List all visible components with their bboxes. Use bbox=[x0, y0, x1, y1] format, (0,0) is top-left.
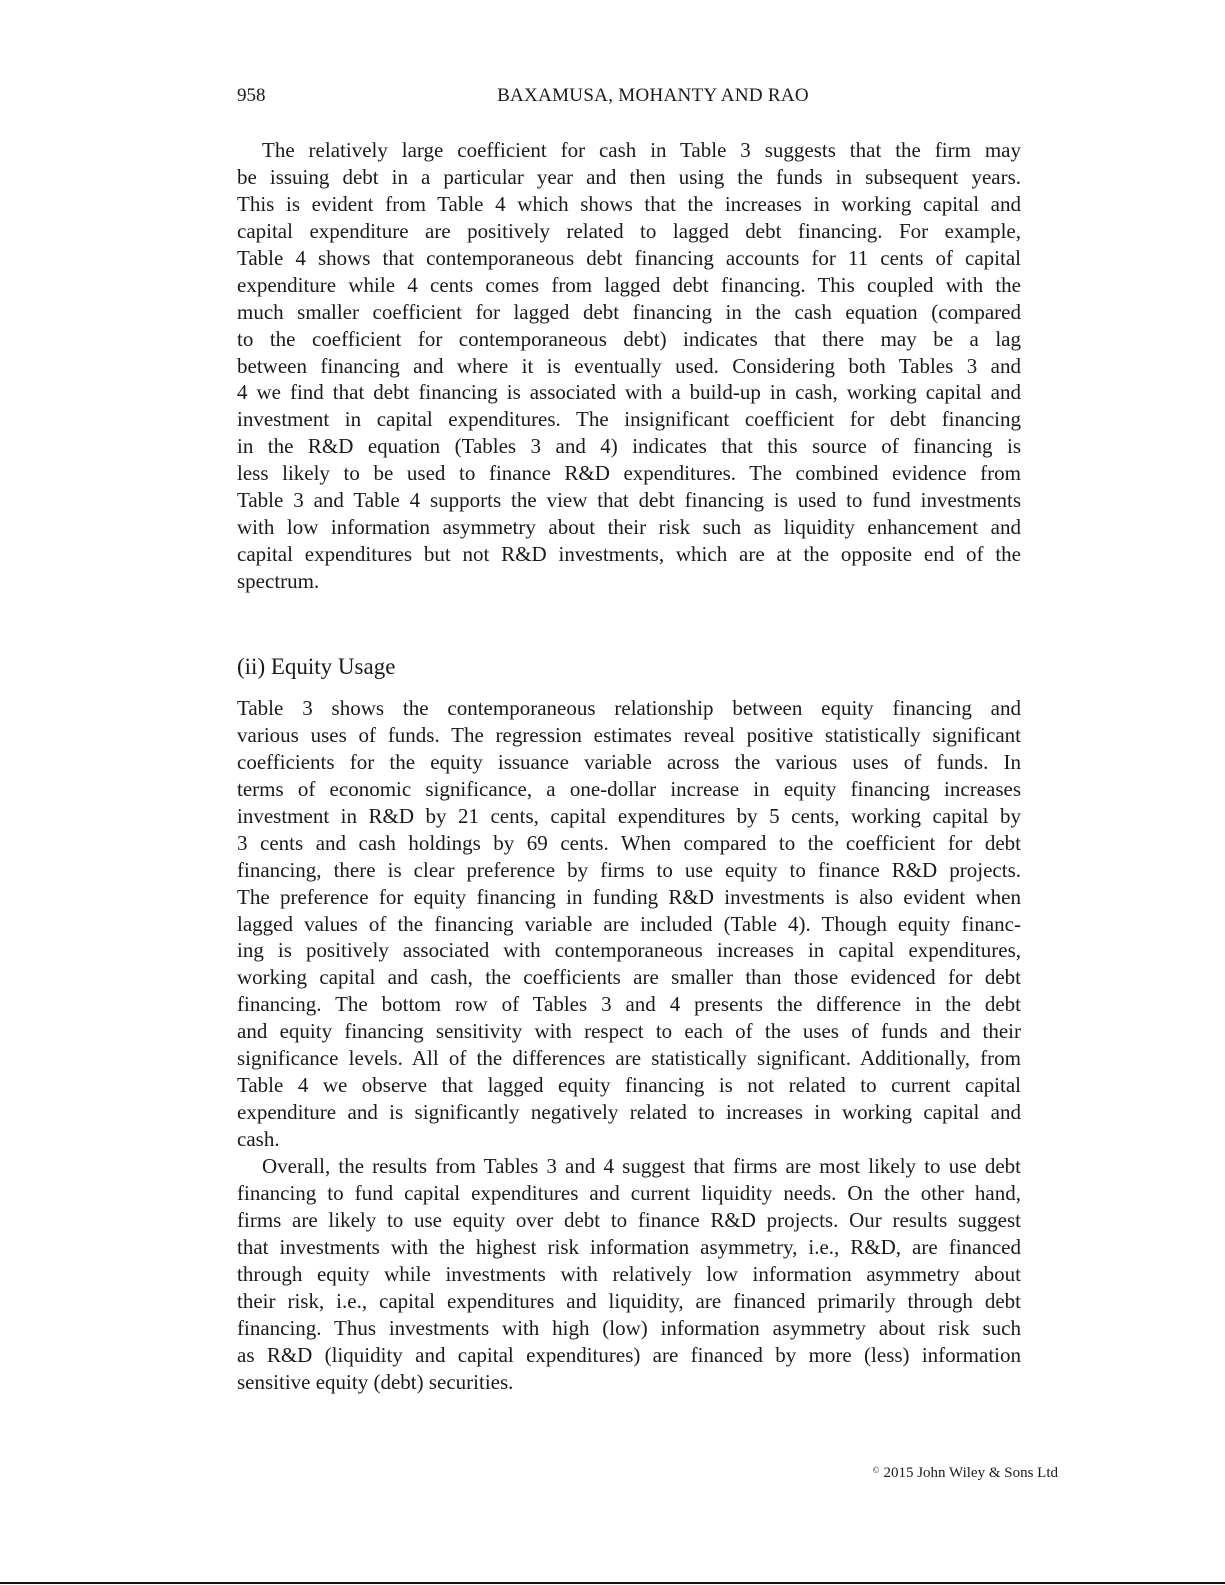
text-line: financing, there is clear preference by firms to use equity to finance R&D projects. bbox=[237, 857, 1021, 882]
text-line: ing is positively associated with contemporaneous increases in capital expenditures, bbox=[237, 938, 1021, 963]
text-line: Overall, the results from Tables 3 and 4 suggest that firms are most likely to use debt bbox=[262, 1154, 1021, 1178]
text-line: in the R&D equation (Tables 3 and 4) indicates that this source of financing is bbox=[237, 434, 1021, 459]
text-line: The relatively large coefficient for cash in Table 3 suggests that the firm may bbox=[262, 138, 1021, 162]
text-line: significance levels. All of the differences are statistically significant. Additionally, from bbox=[237, 1046, 1021, 1071]
text-line: working capital and cash, the coefficients are smaller than those evidenced for debt bbox=[237, 965, 1021, 990]
text-line: that investments with the highest risk information asymmetry, i.e., R&D, are financed bbox=[237, 1234, 1021, 1259]
text-line: much smaller coefficient for lagged debt financing in the cash equation (compared bbox=[237, 299, 1021, 324]
text-line: their risk, i.e., capital expenditures and liquidity, are financed primarily through debt bbox=[237, 1288, 1021, 1313]
running-head: BAXAMUSA, MOHANTY AND RAO bbox=[497, 85, 809, 106]
text-line: Table 4 we observe that lagged equity financing is not related to current capital bbox=[237, 1073, 1021, 1098]
text-line: through equity while investments with relatively low information asymmetry about bbox=[237, 1261, 1021, 1286]
text-line: terms of economic significance, a one-dollar increase in equity financing increases bbox=[237, 776, 1021, 801]
text-line: and equity financing sensitivity with respect to each of the uses of funds and their bbox=[237, 1019, 1021, 1044]
text-line: financing. The bottom row of Tables 3 and 4 presents the difference in the debt bbox=[237, 992, 1021, 1017]
paragraph-overall bbox=[237, 1153, 1021, 1395]
text-line: spectrum. bbox=[237, 569, 320, 593]
paragraph-equity-usage bbox=[237, 695, 1021, 1153]
text-line: less likely to be used to finance R&D expenditures. The combined evidence from bbox=[237, 461, 1021, 486]
text-line: with low information asymmetry about their risk such as liquidity enhancement and bbox=[237, 515, 1021, 540]
text-line: 3 cents and cash holdings by 69 cents. When compared to the coefficient for debt bbox=[237, 830, 1021, 855]
text-line: Table 3 shows the contemporaneous relationship between equity financing and bbox=[237, 696, 1021, 720]
text-line: be issuing debt in a particular year and then using the funds in subsequent years. bbox=[237, 164, 1021, 189]
page-number: 958 bbox=[237, 85, 266, 106]
text-line: lagged values of the financing variable are included (Table 4). Though equity financ- bbox=[237, 911, 1021, 936]
text-line: Table 3 and Table 4 supports the view that debt financing is used to fund investments bbox=[237, 488, 1021, 513]
text-line: various uses of funds. The regression estimates reveal positive statistically significant bbox=[237, 722, 1021, 747]
text-line: expenditure while 4 cents comes from lagged debt financing. This coupled with the bbox=[237, 272, 1021, 297]
text-line: This is evident from Table 4 which shows that the increases in working capital and bbox=[237, 191, 1021, 216]
copyright-symbol: © bbox=[872, 1465, 880, 1475]
text-line: as R&D (liquidity and capital expenditures) are financed by more (less) information bbox=[237, 1342, 1021, 1367]
text-line: expenditure and is significantly negatively related to increases in working capital and bbox=[237, 1100, 1021, 1125]
text-line: The preference for equity financing in funding R&D investments is also evident when bbox=[237, 884, 1021, 909]
copyright-footer bbox=[873, 1460, 1058, 1483]
text-line: between financing and where it is eventually used. Considering both Tables 3 and bbox=[237, 353, 1021, 378]
text-line: capital expenditure are positively related to lagged debt financing. For example, bbox=[237, 218, 1021, 243]
copyright-text: 2015 John Wiley & Sons Ltd bbox=[883, 1465, 1058, 1481]
text-line: capital expenditures but not R&D investments, which are at the opposite end of the bbox=[237, 542, 1021, 567]
text-line: cash. bbox=[237, 1127, 280, 1151]
paragraph-debt-usage bbox=[237, 137, 1021, 595]
text-line: investment in capital expenditures. The insignificant coefficient for debt financing bbox=[237, 407, 1021, 432]
page-bottom-rule bbox=[0, 1582, 1225, 1584]
text-line: financing to fund capital expenditures and current liquidity needs. On the other hand, bbox=[237, 1180, 1021, 1205]
text-line: sensitive equity (debt) securities. bbox=[237, 1369, 514, 1394]
text-line: financing. Thus investments with high (low) information asymmetry about risk such bbox=[237, 1315, 1021, 1340]
section-heading: (ii) Equity Usage bbox=[237, 654, 396, 679]
text-line: to the coefficient for contemporaneous debt) indicates that there may be a lag bbox=[237, 326, 1021, 351]
text-line: 4 we find that debt financing is associated with a build-up in cash, working capital and bbox=[237, 380, 1021, 405]
text-line: firms are likely to use equity over debt to finance R&D projects. Our results suggest bbox=[237, 1207, 1021, 1232]
text-line: Table 4 shows that contemporaneous debt financing accounts for 11 cents of capital bbox=[237, 245, 1021, 270]
text-line: coefficients for the equity issuance variable across the various uses of funds. In bbox=[237, 749, 1021, 774]
text-line: investment in R&D by 21 cents, capital expenditures by 5 cents, working capital by bbox=[237, 803, 1021, 828]
